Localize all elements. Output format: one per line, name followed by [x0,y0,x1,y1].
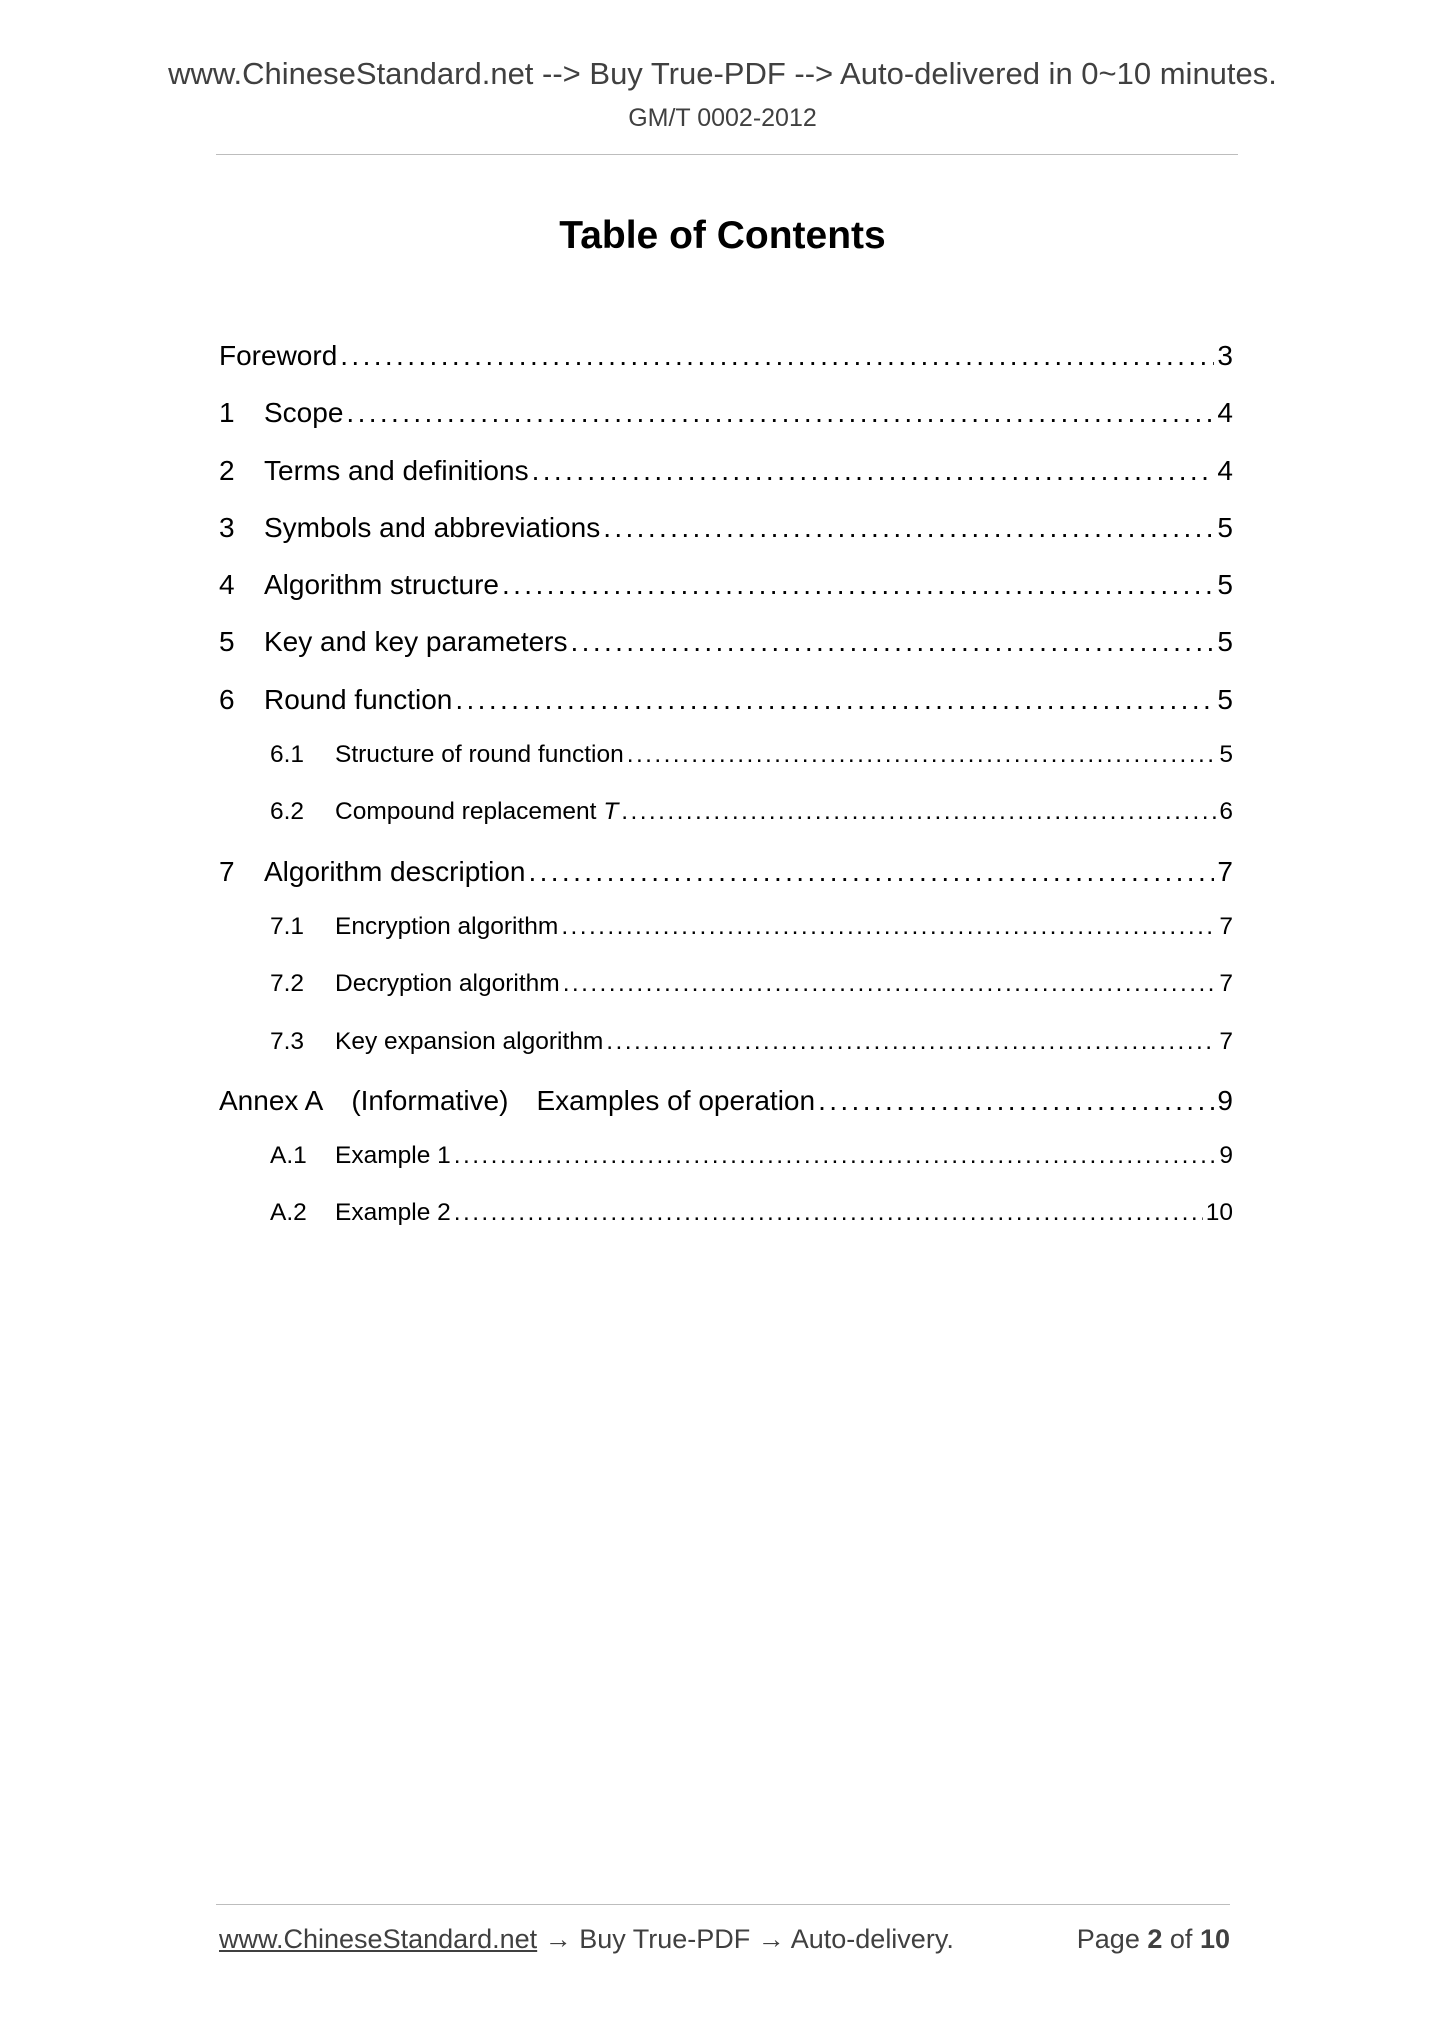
toc-entry-number: 1 [219,397,235,429]
toc-entry-label: Scope [264,397,344,429]
toc-entry-page: 5 [1217,683,1233,715]
page-title: Table of Contents [559,214,886,257]
toc-entry-annex-a[interactable] [219,1085,1233,1142]
toc-entry-label: Key and key parameters [264,626,568,658]
toc-subentry-key-expansion[interactable] [219,1028,1233,1085]
toc-entry-symbols[interactable] [219,512,1233,569]
toc-subentry-round-structure[interactable] [219,741,1233,798]
dot-leader [528,856,1214,888]
toc-entry-label: Example 2 [335,1199,451,1227]
toc-entry-number: 5 [219,626,235,658]
dot-leader [532,455,1215,487]
toc-entry-number: A.2 [270,1199,307,1227]
toc-subentry-compound-replacement[interactable] [219,798,1233,855]
toc-entry-label: Examples of operation [536,1084,816,1116]
top-banner: www.ChineseStandard.net --> Buy True-PDF --> Auto-delivered in 0~10 minutes. [168,56,1277,91]
dot-leader [346,397,1214,429]
footer-tagline [219,1926,954,1953]
toc-entry-page: 5 [1217,569,1233,601]
toc-entry-page: 7 [1219,912,1233,940]
dot-leader [340,340,1214,372]
toc-subentry-decryption[interactable] [219,970,1233,1027]
page-word: Page [1076,1924,1140,1954]
toc-entry-page: 7 [1217,855,1233,887]
toc-entry-label-symbol: T [603,798,619,826]
toc-entry-page: 7 [1219,1027,1233,1055]
toc-entry-number: A.1 [270,1142,307,1170]
toc-entry-label: Encryption algorithm [335,912,559,940]
of-word: of [1169,1924,1193,1954]
toc-entry-label: Terms and definitions [264,454,529,486]
toc-entry-label: Algorithm description [264,855,526,887]
footer-site-link[interactable]: www.ChineseStandard.net [219,1924,538,1954]
toc-entry-number: 3 [219,511,235,543]
dot-leader [571,626,1215,658]
toc-entry-label-text: Compound replacement [335,798,597,826]
toc-entry-page: 7 [1219,970,1233,998]
toc-entry-number: 6.1 [270,741,305,769]
toc-subentry-example-2[interactable] [219,1199,1233,1256]
dot-leader [606,1028,1216,1056]
toc-entry-algorithm-description[interactable] [219,856,1233,913]
toc-entry-key-parameters[interactable] [219,626,1233,683]
toc-entry-number: 7 [219,855,235,887]
toc-entry-page: 9 [1217,1084,1233,1116]
table-of-contents [219,340,1233,1257]
toc-entry-label: Decryption algorithm [335,970,560,998]
toc-entry-label [335,798,618,826]
toc-entry-label: Round function [264,683,453,715]
toc-entry-page: 5 [1217,511,1233,543]
toc-entry-number: 7.3 [270,1027,305,1055]
dot-leader [502,569,1214,601]
dot-leader [603,512,1214,544]
toc-entry-foreword[interactable] [219,340,1233,397]
dot-leader [563,970,1217,998]
page-total: 10 [1199,1924,1230,1954]
toc-entry-page: 6 [1219,798,1233,826]
dot-leader [818,1085,1214,1117]
toc-entry-label: Example 1 [335,1142,451,1170]
toc-entry-number: 2 [219,454,235,486]
toc-entry-page: 5 [1219,741,1233,769]
toc-entry-algorithm-structure[interactable] [219,569,1233,626]
toc-subentry-example-1[interactable] [219,1142,1233,1199]
toc-entry-label: Algorithm structure [264,569,499,601]
dot-leader [627,741,1217,769]
toc-entry-number: Annex A [219,1084,324,1116]
toc-subentry-encryption[interactable] [219,913,1233,970]
toc-entry-page: 5 [1217,626,1233,658]
toc-entry-page: 3 [1217,340,1233,371]
toc-entry-label: Key expansion algorithm [335,1027,604,1055]
toc-entry-scope[interactable] [219,397,1233,454]
footer-tagline-text: → Buy True-PDF → Auto-delivery. [537,1924,954,1954]
toc-entry-page: 4 [1217,454,1233,486]
toc-entry-terms[interactable] [219,455,1233,512]
toc-entry-label: Symbols and abbreviations [264,511,601,543]
dot-leader [454,1142,1217,1170]
toc-entry-label: Structure of round function [335,741,624,769]
header-divider [216,154,1238,155]
toc-entry-round-function[interactable] [219,684,1233,741]
dot-leader [621,798,1216,826]
toc-entry-page: 10 [1205,1199,1233,1227]
document-code: GM/T 0002-2012 [628,104,817,132]
toc-entry-number: 6.2 [270,798,305,826]
toc-entry-label: Foreword [219,340,338,371]
toc-entry-number: 7.2 [270,970,305,998]
page-counter [1077,1926,1230,1953]
footer-divider [216,1904,1230,1905]
toc-entry-annex-type: (Informative) [351,1084,509,1116]
toc-entry-number: 6 [219,683,235,715]
page-current: 2 [1147,1924,1163,1954]
dot-leader [561,913,1216,941]
toc-entry-number: 7.1 [270,912,305,940]
dot-leader [454,1199,1203,1227]
toc-entry-number: 4 [219,569,235,601]
toc-entry-page: 9 [1219,1142,1233,1170]
toc-entry-page: 4 [1217,397,1233,429]
dot-leader [455,684,1214,716]
